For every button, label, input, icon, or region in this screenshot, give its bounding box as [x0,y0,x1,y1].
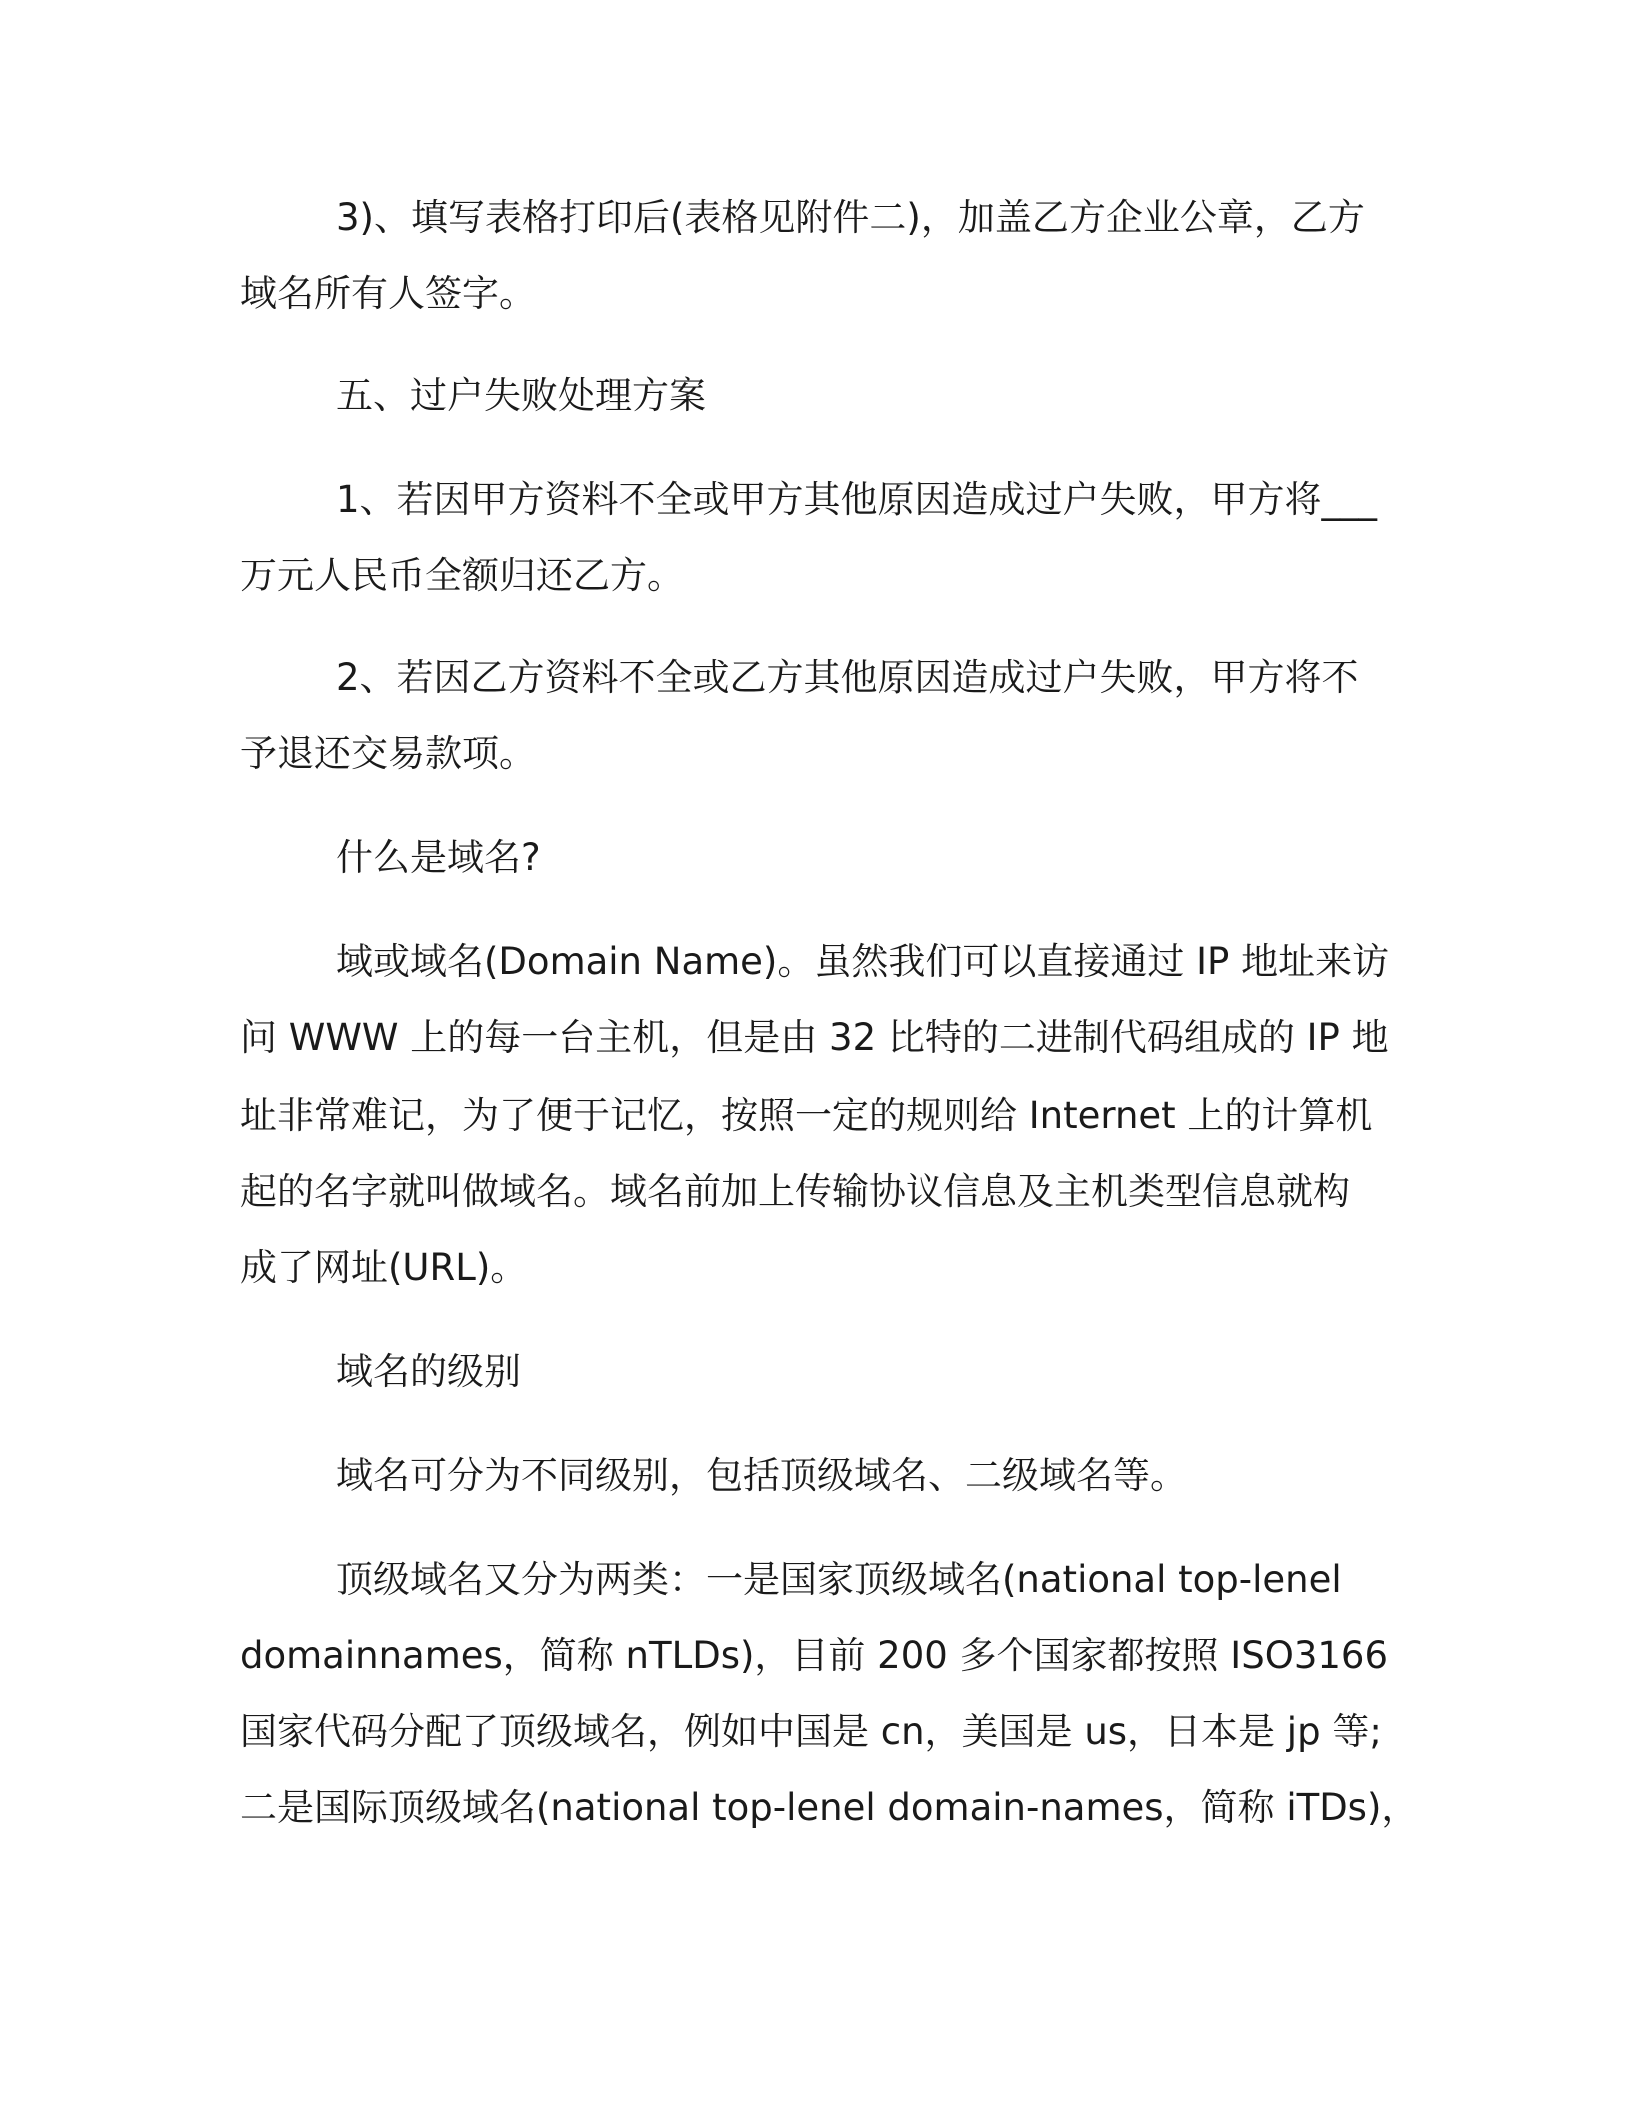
text-line: 二是国际顶级域名(national top-lenel domain-names，简称 iTDs)， [240,1786,1419,1829]
section-heading: 什么是域名? [336,836,541,879]
text-line: 3)、填写表格打印后(表格见附件二)，加盖乙方企业公章，乙方 [336,196,1365,239]
text-line: 予退还交易款项。 [240,732,536,775]
text-line: 域名所有人签字。 [240,272,536,315]
text-line: 国家代码分配了顶级域名，例如中国是 cn，美国是 us，日本是 jp 等; [240,1710,1382,1753]
text-line: 域或域名(Domain Name)。虽然我们可以直接通过 IP 地址来访 [336,940,1390,983]
text-line: 址非常难记，为了便于记忆，按照一定的规则给 Internet 上的计算机 [240,1094,1373,1137]
section-heading: 域名的级别 [336,1350,521,1393]
text-line: 2、若因乙方资料不全或乙方其他原因造成过户失败，甲方将不 [336,656,1359,699]
text-line: 起的名字就叫做域名。域名前加上传输协议信息及主机类型信息就构 [240,1170,1350,1213]
text-line: domainnames，简称 nTLDs)，目前 200 多个国家都按照 ISO3166 [240,1634,1388,1677]
text-line: 1、若因甲方资料不全或甲方其他原因造成过户失败，甲方将___ [336,478,1378,521]
text-line: 域名可分为不同级别，包括顶级域名、二级域名等。 [336,1454,1187,1497]
text-line: 顶级域名又分为两类：一是国家顶级域名(national top-lenel [336,1558,1342,1601]
text-line: 万元人民币全额归还乙方。 [240,554,684,597]
section-heading: 五、过户失败处理方案 [336,374,706,417]
text-line: 问 WWW 上的每一台主机，但是由 32 比特的二进制代码组成的 IP 地 [240,1016,1389,1059]
text-line: 成了网址(URL)。 [240,1246,528,1289]
